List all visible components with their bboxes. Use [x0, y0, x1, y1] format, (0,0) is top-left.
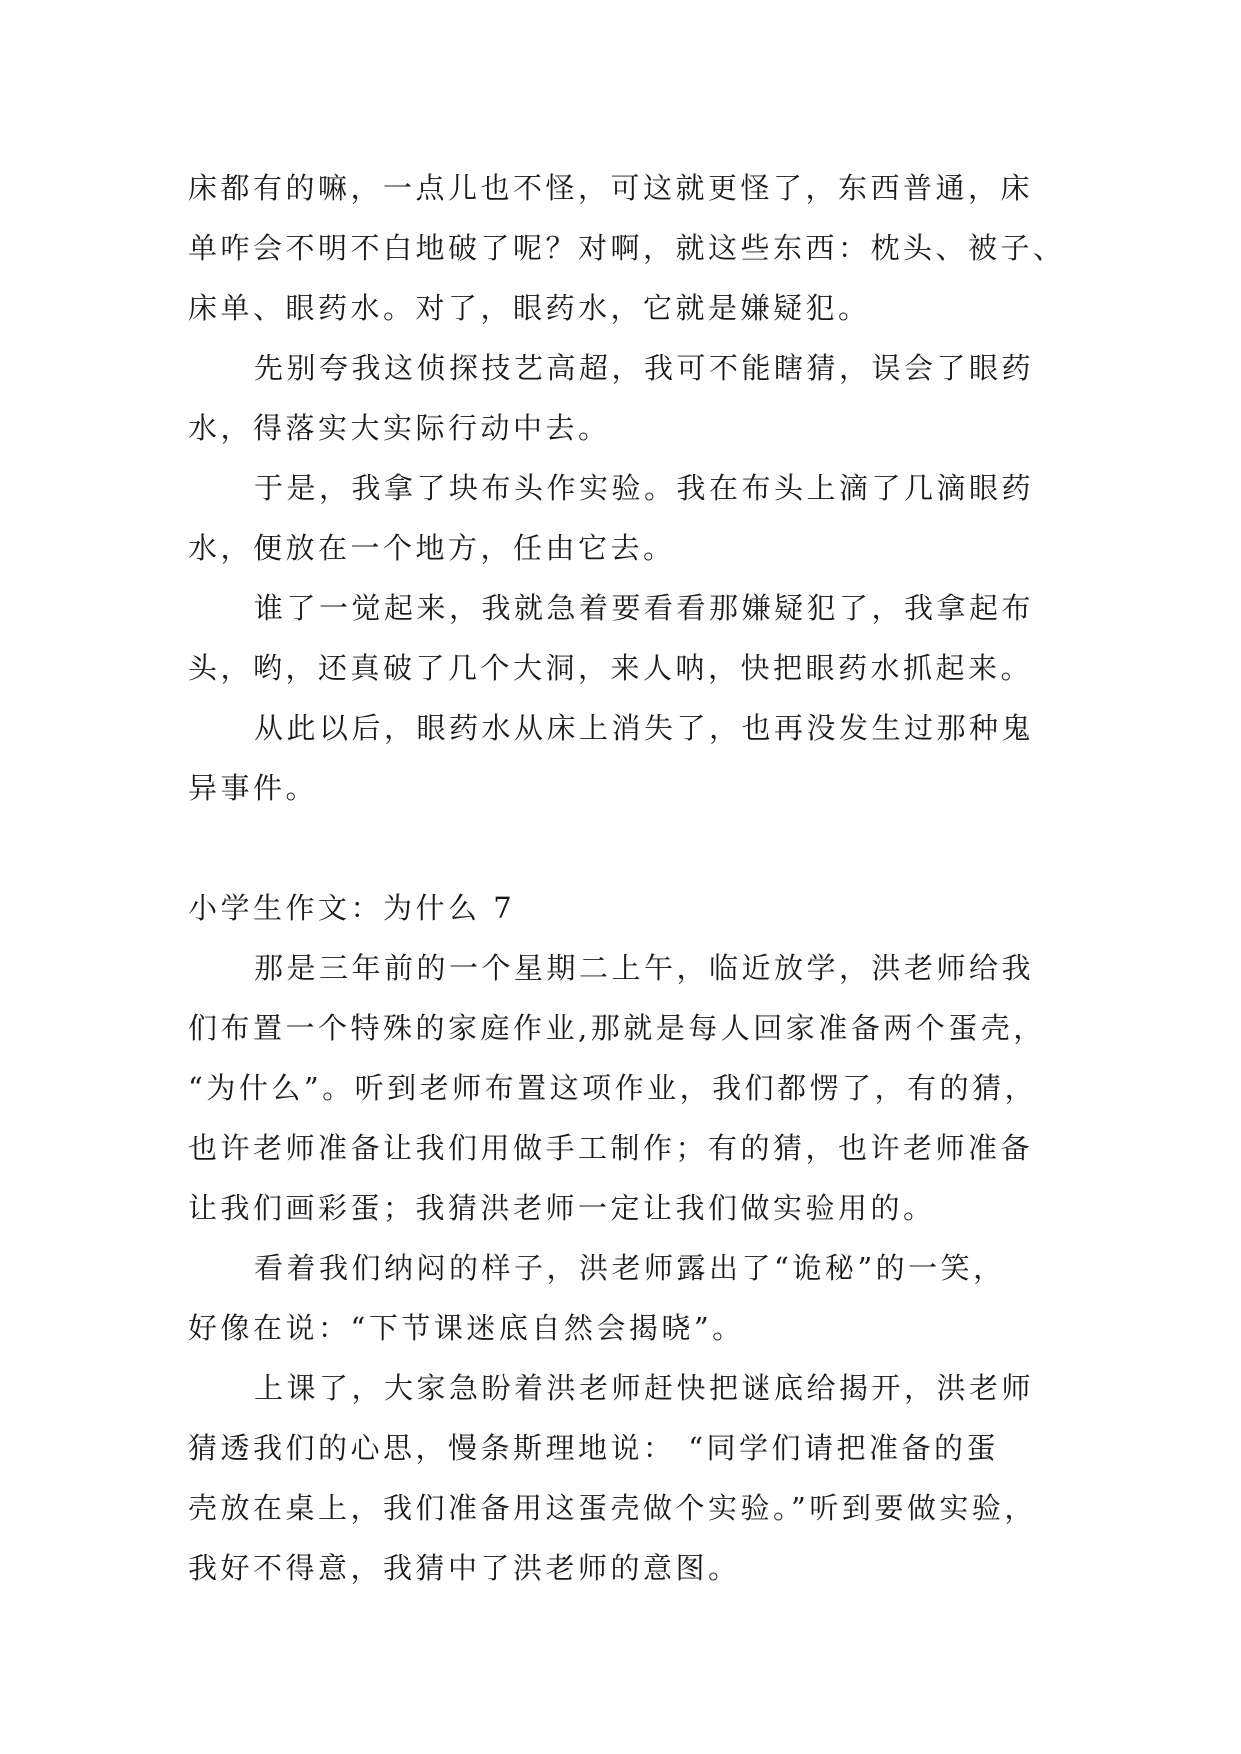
paragraph-line: “为什么”。听到老师布置这项作业，我们都愣了，有的猜，: [188, 1071, 1038, 1105]
paragraph-line: 上课了，大家急盼着洪老师赶快把谜底给揭开，洪老师: [254, 1371, 1035, 1405]
paragraph-line: 们布置一个特殊的家庭作业,那就是每人回家准备两个蛋壳，: [188, 1011, 1046, 1045]
paragraph-line: 从此以后，眼药水从床上消失了，也再没发生过那种鬼: [254, 711, 1035, 745]
paragraph-line: 也许老师准备让我们用做手工制作；有的猜，也许老师准备: [188, 1131, 1034, 1165]
paragraph-line: 让我们画彩蛋；我猜洪老师一定让我们做实验用的。: [188, 1191, 936, 1225]
paragraph-line: 头，哟，还真破了几个大洞，来人呐，快把眼药水抓起来。: [188, 651, 1034, 685]
section-gap: [188, 818, 1058, 878]
paragraph-line: 看着我们纳闷的样子，洪老师露出了“诡秘”的一笑，: [254, 1251, 1006, 1285]
paragraph-line: 那是三年前的一个星期二上午，临近放学，洪老师给我: [254, 951, 1035, 985]
paragraph-line: 异事件。: [188, 771, 319, 805]
paragraph-line: 我好不得意，我猜中了洪老师的意图。: [188, 1551, 741, 1585]
paragraph-line: 床都有的嘛，一点儿也不怪，可这就更怪了，东西普通，床: [188, 171, 1034, 205]
paragraph-line: 于是，我拿了块布头作实验。我在布头上滴了几滴眼药: [254, 471, 1035, 505]
paragraph-line: 水，便放在一个地方，任由它去。: [188, 531, 676, 565]
paragraph-line: 单咋会不明不白地破了呢？对啊，就这些东西：枕头、被子、: [188, 231, 1066, 265]
paragraph-line: 猜透我们的心思，慢条斯理地说： “同学们请把准备的蛋: [188, 1431, 1000, 1465]
paragraph-line: 谁了一觉起来，我就急着要看看那嫌疑犯了，我拿起布: [254, 591, 1035, 625]
document-body: [188, 158, 1066, 1598]
paragraph-line: 水，得落实大实际行动中去。: [188, 411, 611, 445]
paragraph-line: 床单、眼药水。对了，眼药水，它就是嫌疑犯。: [188, 291, 871, 325]
paragraph-line: 好像在说：“下节课迷底自然会揭晓”。: [188, 1311, 745, 1345]
paragraph-line: 先别夸我这侦探技艺高超，我可不能瞎猜，误会了眼药: [254, 351, 1035, 385]
paragraph-line: 壳放在桌上，我们准备用这蛋壳做个实验。”听到要做实验，: [188, 1491, 1037, 1525]
section-heading: 小学生作文：为什么 7: [188, 891, 516, 925]
